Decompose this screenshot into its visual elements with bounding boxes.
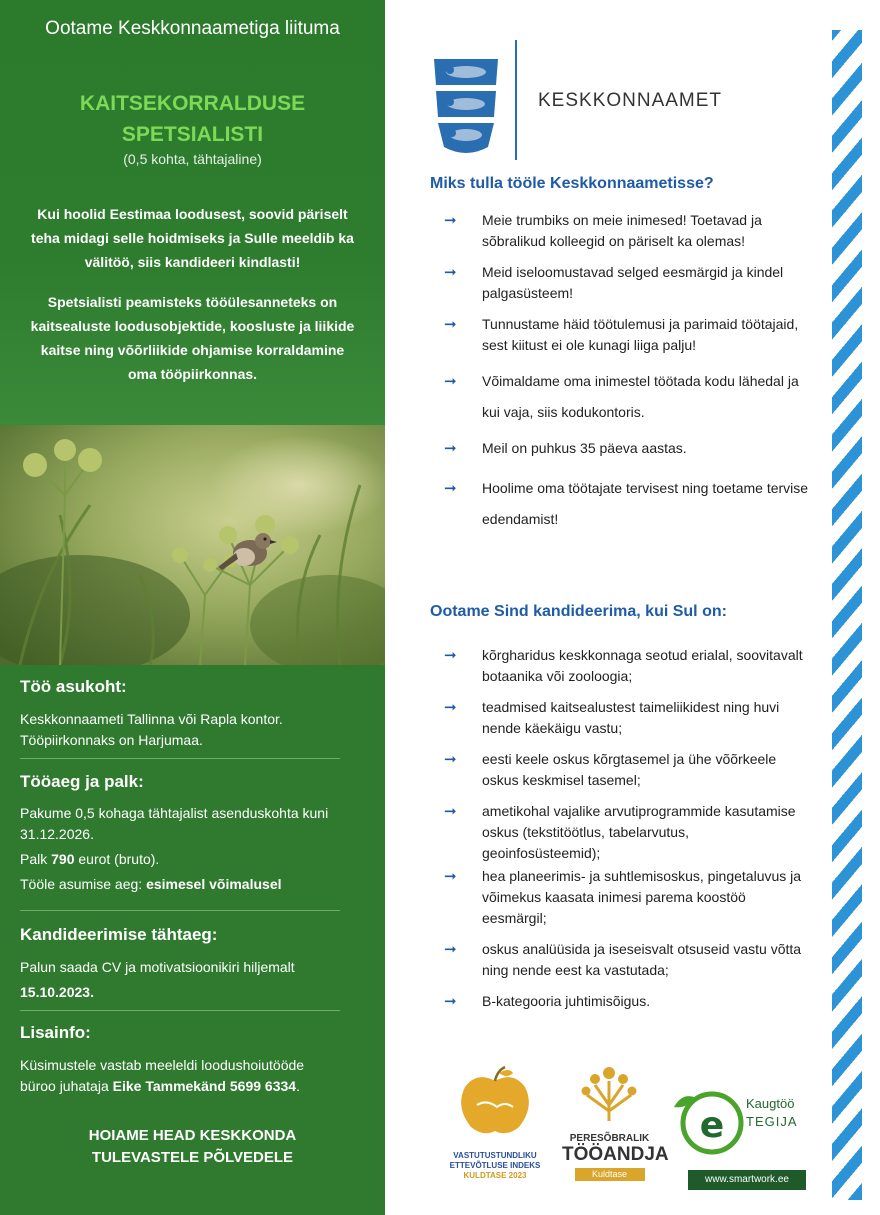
divider [20,1010,340,1011]
bird-on-plant-image [0,425,385,665]
extra-info-section [20,1023,340,1097]
arrow-right-icon: ➞ [444,993,457,1010]
arrow-right-icon: ➞ [444,803,457,820]
e-leaf-icon [670,1085,745,1160]
arrow-right-icon: ➞ [444,316,457,333]
deadline-date-value: 15.10.2023. [20,984,94,1000]
requirement-item [430,801,810,864]
location-section [20,677,340,751]
why-item [430,314,810,356]
intro-section [0,0,385,425]
deadline-section [20,925,340,1003]
why-item [430,262,810,304]
job-title [0,88,385,150]
coat-of-arms-icon [430,55,502,160]
bird-photo [0,425,385,665]
requirement-text: oskus analüüsida ja iseseisvalt otsuseid vastu võtta ning nende eest ka vastutada; [482,941,802,978]
remote-work-text [746,1095,798,1131]
salary-prefix: Palk [20,851,52,867]
divider [20,758,340,759]
contact-person: Eike Tammekänd 5699 6334 [112,1078,297,1094]
requirement-text: teadmised kaitsealustest taimeliikidest ning huvi nende käekäigu vastu; [482,699,780,736]
arrow-right-icon: ➞ [444,699,457,716]
extra-info-heading: Lisainfo: [20,1023,91,1042]
location-heading: Töö asukoht: [20,677,127,696]
why-item-text: Meid iseloomustavad selged eesmärgid ja kindel palgasüsteem! [482,264,784,301]
requirement-item [430,645,810,687]
job-title-line-2: SPETSIALISTI [121,123,264,146]
deadline-date [20,982,340,1003]
closing-line-1: HOIAME HEAD KESKKONDA [88,1127,297,1144]
badge2-line-3: Kuldtase [575,1168,645,1181]
keskkonnaamet-logo [430,40,730,160]
worktime-heading: Tööaeg ja palk: [20,772,144,791]
badge2-line-2: TÖÖANDJA [562,1144,669,1165]
deadline-heading: Kandideerimise tähtaeg: [20,925,218,944]
arrow-right-icon: ➞ [444,373,457,390]
badge1-line-1: VASTUTUSTUNDLIKU [453,1151,537,1160]
worktime-section [20,772,340,895]
requirement-text: kõrgharidus keskkonnaga seotud erialal, soovitavalt botaanika või zooloogia; [482,647,803,684]
award-badges [440,1065,820,1195]
intro-paragraph-1: Kui hoolid Eestimaa loodusest, soovid päriselt teha midagi selle hoidmiseks ja Sulle meeldib ka välitöö, siis kandideeri kindlasti! [31,206,354,270]
closing-slogan [0,1125,385,1169]
arrow-right-icon: ➞ [444,212,457,229]
requirement-text: B-kategooria juhtimisõigus. [482,993,651,1009]
extra-info-end: . [296,1078,300,1094]
badge3-line-2: TEGIJA [746,1114,798,1129]
arrow-right-icon: ➞ [444,647,457,664]
requirement-item [430,749,810,791]
intro-paragraph-2: Spetsialisti peamisteks tööülesanneteks on kaitsealuste loodusobjektide, koosluste ja liikide kaitse ning võõrliikide ohjamise korraldamine oma tööpiirkonnas. [30,294,355,382]
svg-text:e: e [699,1105,725,1146]
family-badge-text [562,1133,669,1181]
salary-value: 790 [51,851,75,867]
smartwork-url: www.smartwork.ee [688,1170,806,1190]
why-item [430,210,810,252]
why-heading: Miks tulla tööle Keskkonnaametisse? [430,175,714,192]
why-item-text: Võimaldame oma inimestel töötada kodu lähedal ja kui vaja, siis kodukontoris. [482,373,799,420]
extra-info-text [20,1055,340,1097]
badge2-line-1: PERESÕBRALIK [569,1133,650,1144]
arrow-right-icon: ➞ [444,751,457,768]
requirement-text: eesti keele oskus kõrgtasemel ja ühe võõrkeele oskus keskmisel tasemel; [482,751,777,788]
closing-line-2: TULEVASTELE PÕLVEDELE [91,1149,294,1166]
requirement-text: hea planeerimis- ja suhtlemisoskus, pingetaluvus ja võimekus kaasata inimesi parema koostöö eesmärgil; [482,868,802,926]
why-item-text: Meie trumbiks on meie inimesed! Toetavad ja sõbralikud kolleegid on päriselt ka olemas! [482,212,762,249]
start-value: esimesel võimalusel [146,876,282,892]
location-line-1: Keskkonnaameti Tallinna või Rapla kontor. [20,711,283,727]
divider [20,910,340,911]
badge3-line-1: Kaugtöö [746,1096,795,1111]
tagline: Ootame Keskkonnaametiga liituma [45,18,340,39]
arrow-right-icon: ➞ [444,941,457,958]
why-item [430,366,810,428]
responsibility-badge-text [440,1151,550,1181]
why-item-text: Hoolime oma töötajate tervisest ning toetame tervise edendamist! [482,480,809,527]
arrow-right-icon: ➞ [444,868,457,885]
remote-work-badge [670,1085,810,1195]
requirement-item [430,697,810,739]
badge1-line-2: ETTEVÕTLUSE INDEKS [449,1161,541,1170]
requirement-item [430,939,810,981]
why-list [430,210,810,535]
arrow-right-icon: ➞ [444,480,457,497]
start-prefix: Tööle asumise aeg: [20,876,147,892]
logo-divider [515,40,517,160]
tree-people-icon [577,1065,641,1121]
requirement-text: ametikohal vajalike arvutiprogrammide kasutamise oskus (tekstitöötlus, tabelarvutus, geoinfosüsteemid); [482,803,796,861]
family-friendly-employer-badge [562,1065,669,1195]
location-line-2: Tööpiirkonnaks on Harjumaa. [20,732,203,748]
requirements-list [430,645,810,1012]
arrow-right-icon: ➞ [444,440,457,457]
requirement-item [430,991,810,1012]
organization-name: KESKKONNAAMET [538,90,723,111]
job-title-line-1: KAITSEKORRALDUSE [79,92,306,115]
responsibility-index-badge [440,1065,550,1195]
why-item-text: Tunnustame häid töötulemusi ja parimaid töötajaid, sest kiitust ei ole kunagi liiga palju! [482,316,799,353]
job-subtitle: (0,5 kohta, tähtajaline) [123,151,262,167]
requirement-item [430,866,810,929]
arrow-right-icon: ➞ [444,264,457,281]
left-panel [0,0,385,1215]
salary-suffix: eurot (bruto). [74,851,160,867]
worktime-line-1: Pakume 0,5 kohaga tähtajalist asenduskohta kuni 31.12.2026. [20,805,329,842]
salary-line [20,849,340,870]
deadline-text: Palun saada CV ja motivatsioonikiri hiljemalt [20,959,295,975]
golden-apple-icon [455,1065,535,1137]
why-item-text: Meil on puhkus 35 päeva aastas. [482,440,687,456]
why-item [430,473,810,535]
why-item [430,438,810,459]
start-line [20,874,340,895]
requirements-heading: Ootame Sind kandideerima, kui Sul on: [430,603,727,620]
decorative-stripe [832,30,862,1200]
badge1-line-3: KULDTASE 2023 [463,1171,527,1180]
extra-info-body: Küsimustele vastab meeleldi loodushoiutööde büroo juhataja [20,1057,305,1094]
